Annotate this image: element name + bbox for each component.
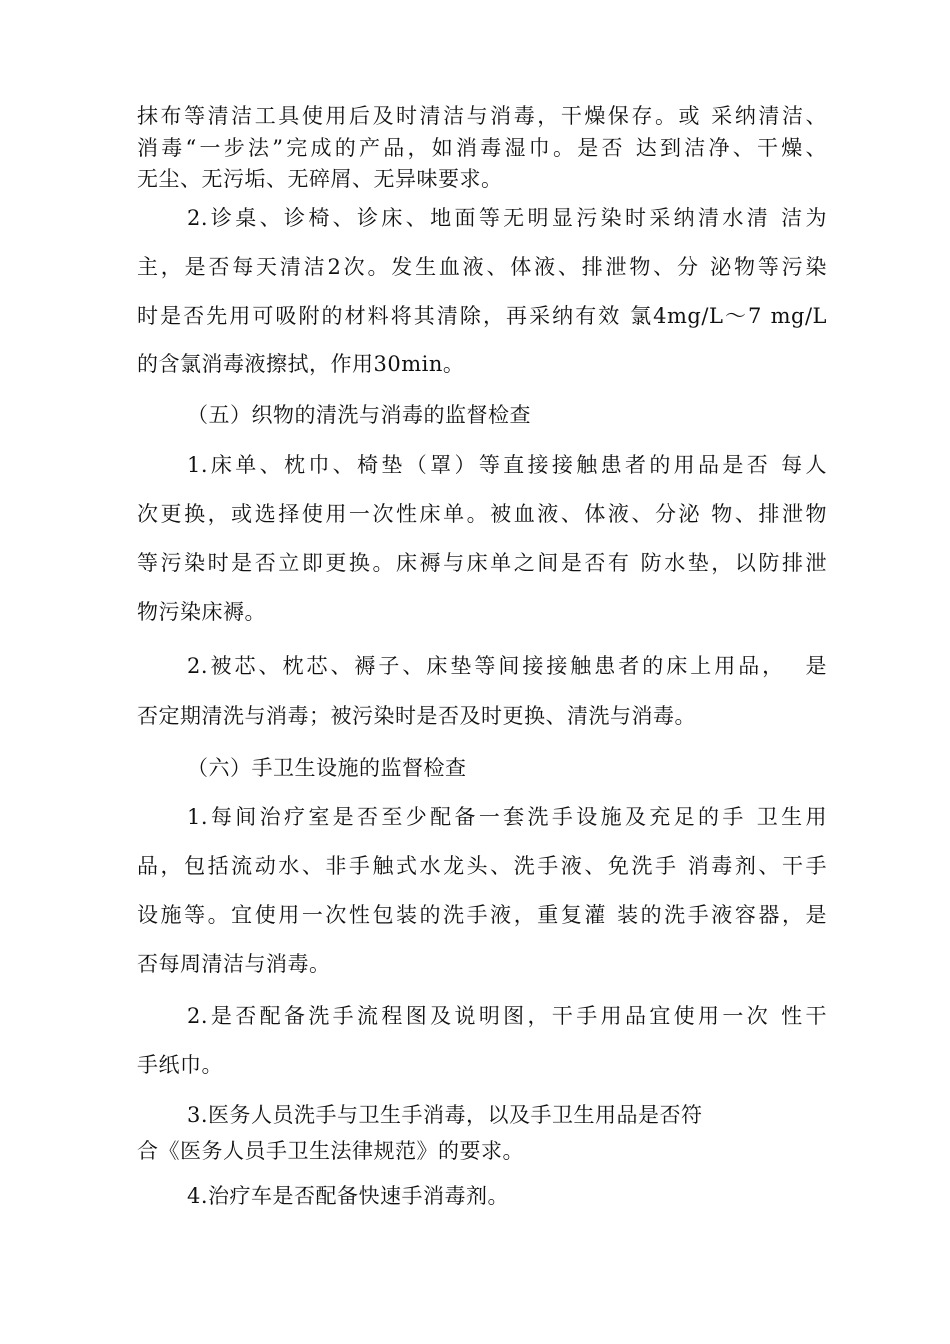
text-line: 等污染时是否立即更换。床褥与床单之间是否有 防水垫，以防排泄 <box>137 551 827 575</box>
section-heading-hand-hygiene: （六）手卫生设施的监督检查 <box>187 756 467 780</box>
section-heading-fabric: （五）织物的清洗与消毒的监督检查 <box>187 403 531 427</box>
text-line: 主，是否每天清洁2次。发生血液、体液、排泄物、分 泌物等污染 <box>137 255 827 279</box>
text-line: 消毒“一步法”完成的产品，如消毒湿巾。是否 达到洁净、干燥、 <box>137 136 827 160</box>
text-line: 的含氯消毒液擦拭，作用30min。 <box>137 352 465 376</box>
text-line: 3.医务人员洗手与卫生手消毒，以及手卫生用品是否符 <box>187 1103 703 1127</box>
text-line: 否每周清洁与消毒。 <box>137 952 331 976</box>
text-line: 1.每间治疗室是否至少配备一套洗手设施及充足的手 卫生用 <box>187 805 827 829</box>
text-line: 2.诊桌、诊椅、诊床、地面等无明显污染时采纳清水清 洁为 <box>187 206 827 230</box>
text-line: 否定期清洗与消毒；被污染时是否及时更换、清洗与消毒。 <box>137 704 696 728</box>
text-line: 抹布等清洁工具使用后及时清洁与消毒，干燥保存。或 采纳清洁、 <box>137 104 827 128</box>
text-line: 2.被芯、枕芯、褥子、床垫等间接接触患者的床上用品， 是 <box>187 654 827 678</box>
text-line: 无尘、无污垢、无碎屑、无异味要求。 <box>137 167 503 191</box>
text-line: 合《医务人员手卫生法律规范》的要求。 <box>137 1139 524 1163</box>
text-line: 2.是否配备洗手流程图及说明图，干手用品宜使用一次 性干 <box>187 1004 827 1028</box>
text-line: 1.床单、枕巾、椅垫（罩）等直接接触患者的用品是否 每人 <box>187 453 827 477</box>
text-line: 手纸巾。 <box>137 1053 223 1077</box>
text-line: 物污染床褥。 <box>137 600 266 624</box>
text-line: 时是否先用可吸附的材料将其清除，再采纳有效 氯4mg/L〜7 mg/L <box>137 304 827 328</box>
text-line: 次更换，或选择使用一次性床单。被血液、体液、分泌 物、排泄物 <box>137 502 827 526</box>
text-line: 设施等。宜使用一次性包装的洗手液，重复灌 装的洗手液容器，是 <box>137 903 827 927</box>
text-line: 品，包括流动水、非手触式水龙头、洗手液、免洗手 消毒剂、干手 <box>137 854 827 878</box>
text-line: 4.治疗车是否配备快速手消毒剂。 <box>187 1184 510 1208</box>
